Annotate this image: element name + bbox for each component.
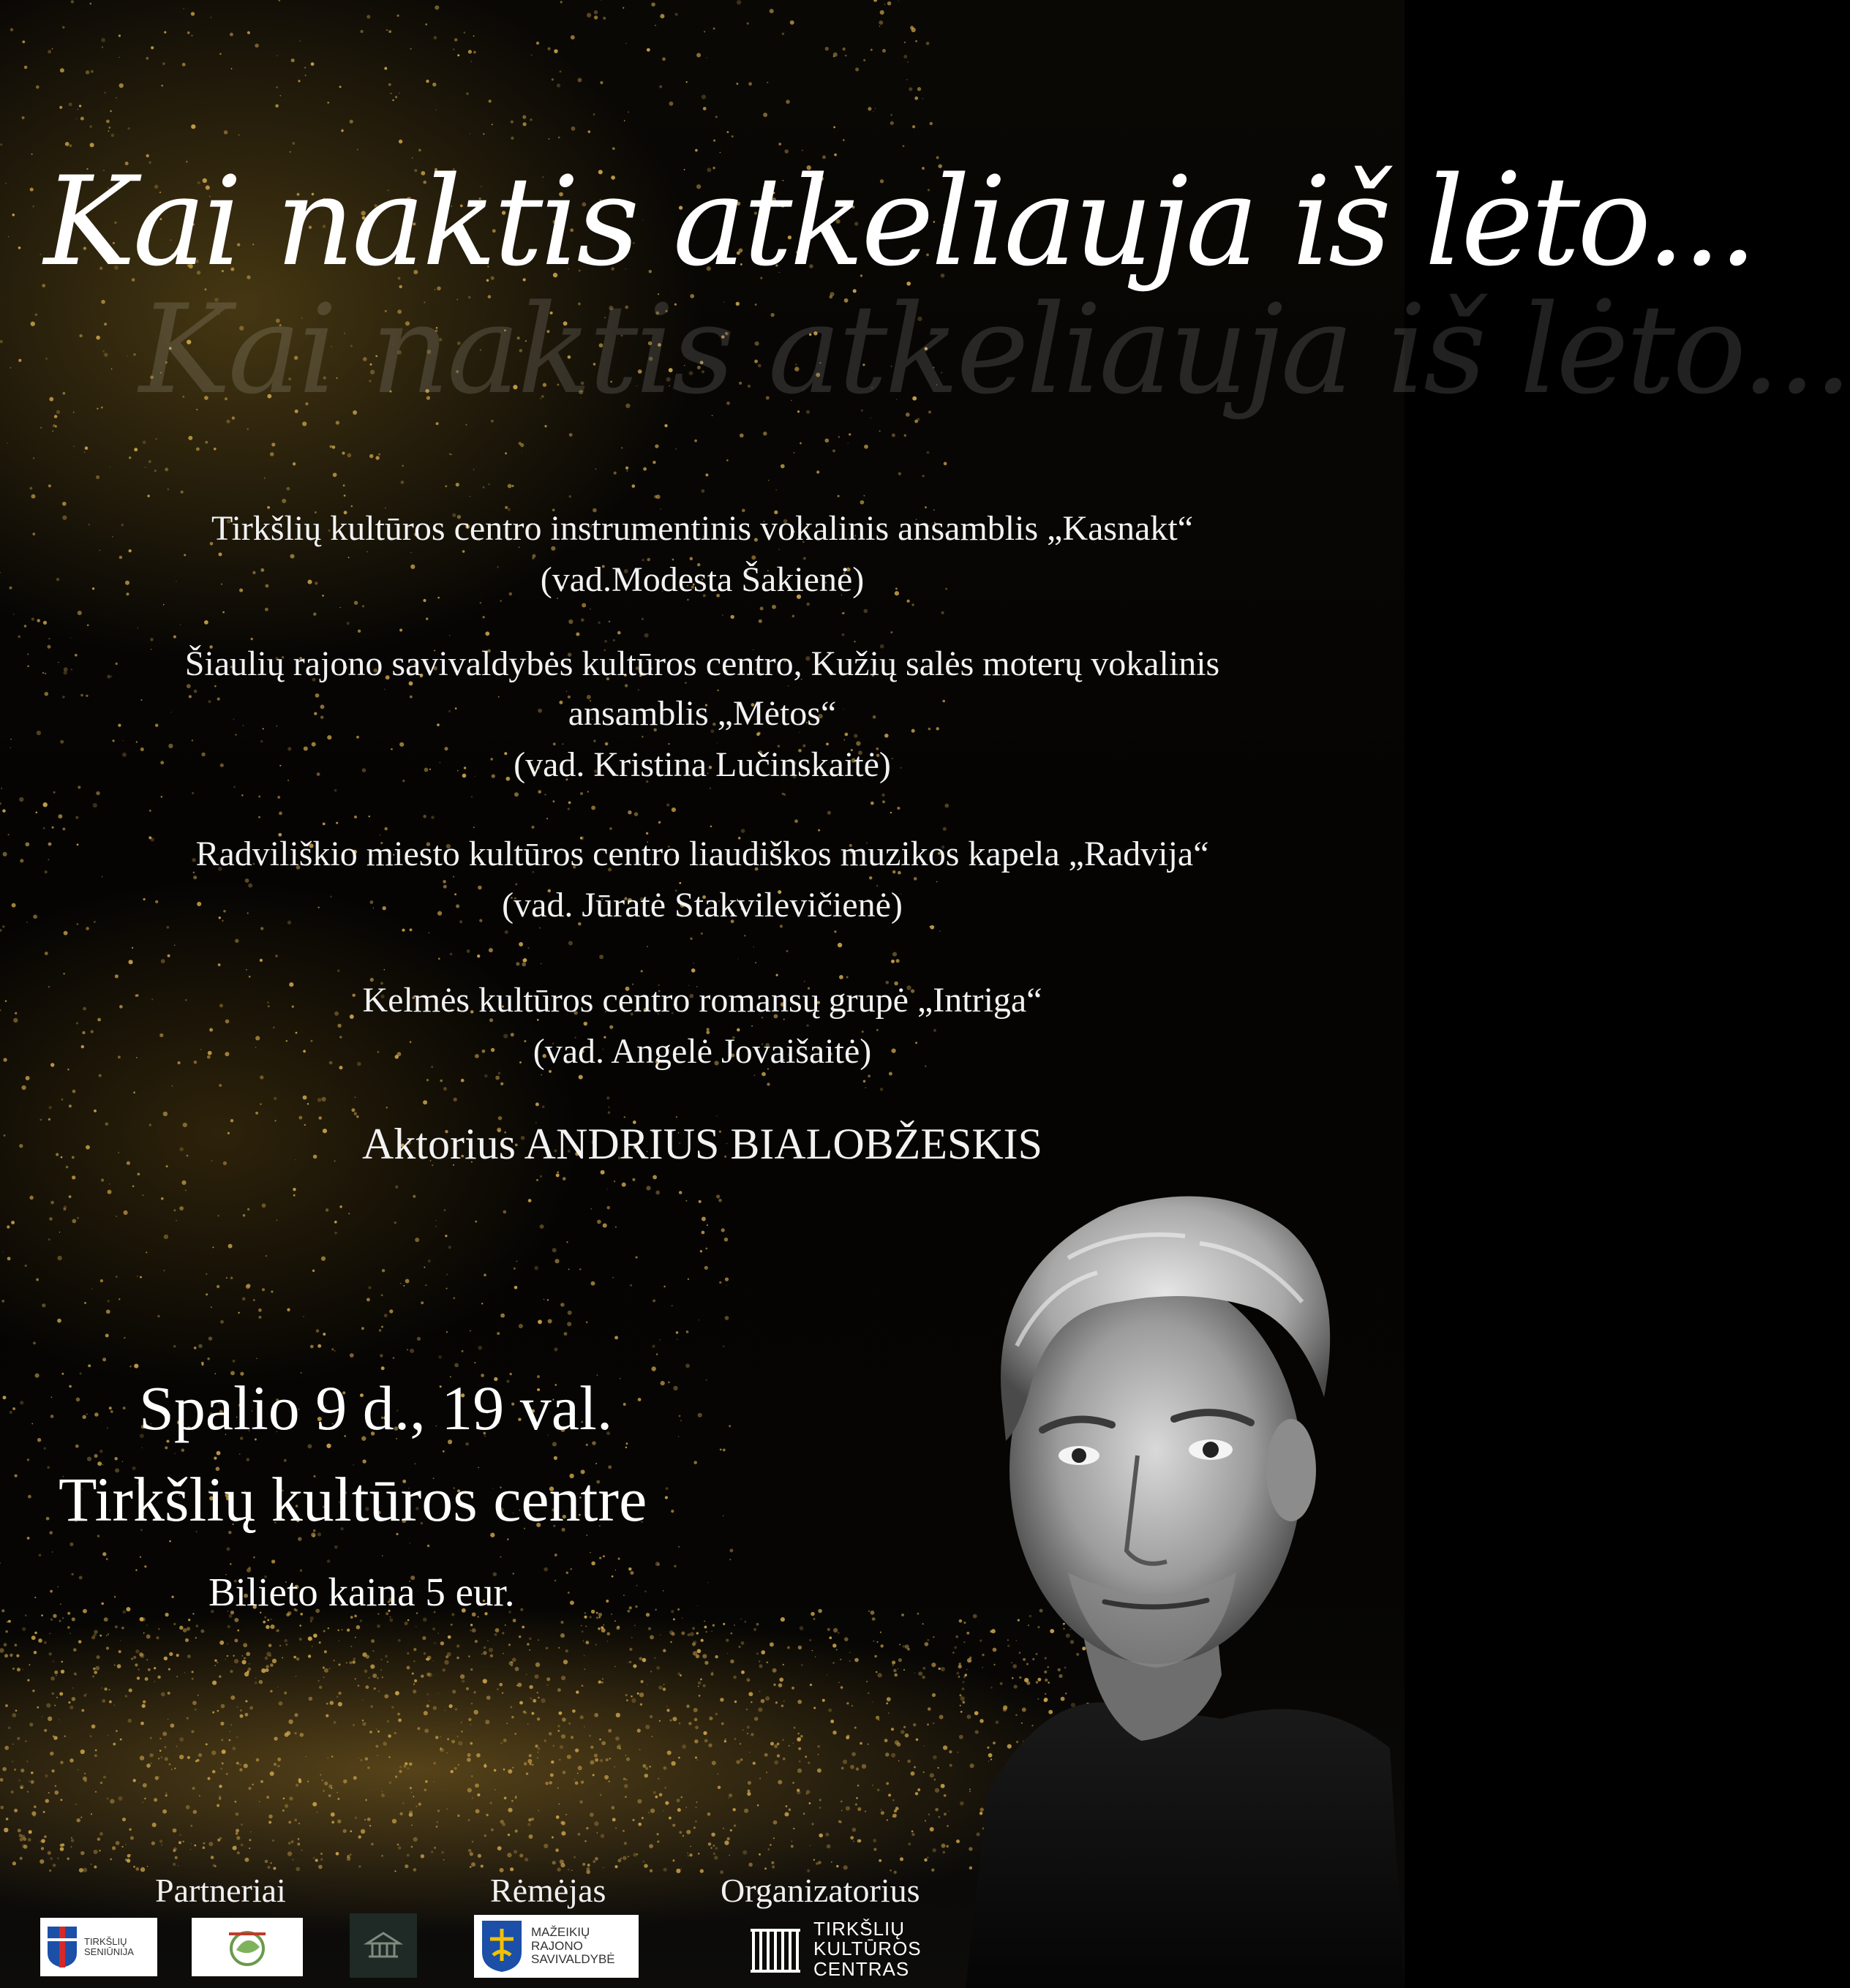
performer-3-line-1: Radviliškio miesto kultūros centro liaudiškos muzikos kapela „Radvija“ xyxy=(195,835,1209,873)
organizer-logo-line-2: KULTŪROS xyxy=(813,1938,922,1960)
poster-title: Kai naktis atkeliauja iš lėto... xyxy=(44,150,1755,293)
performer-4-line-1: Kelmės kultūros centro romansų grupė „Intriga“ xyxy=(362,981,1042,1020)
performer-2-line-3: (vad. Kristina Lučinskaitė) xyxy=(514,745,891,784)
mazeikiu-logo-text: MAŽEIKIŲ RAJONO SAVIVALDYBĖ xyxy=(531,1924,615,1967)
event-venue: Tirkšlių kultūros centre xyxy=(59,1464,647,1535)
performer-4-line-2: (vad. Angelė Jovaišaitė) xyxy=(533,1032,872,1071)
event-date: Spalio 9 d., 19 val. xyxy=(139,1373,613,1443)
leaf-emblem-icon xyxy=(207,1925,287,1969)
coat-of-arms-icon xyxy=(46,1925,78,1969)
partner-logo-3 xyxy=(350,1913,417,1978)
organizer-logo-line-3: CENTRAS xyxy=(813,1957,910,1980)
actor-name: Aktorius ANDRIUS BIALOBŽESKIS xyxy=(361,1120,1043,1168)
tirkshliu-kulturos-centras-logo xyxy=(746,1916,936,1982)
performer-1-line-1: Tirkšlių kultūros centro instrumentinis vokalinis ansamblis „Kasnakt“ xyxy=(211,509,1194,548)
performer-2-line-2: ansamblis „Mėtos“ xyxy=(568,694,837,733)
coat-of-arms-icon xyxy=(480,1919,524,1974)
organizer-logo-line-1: TIRKŠLIŲ xyxy=(813,1918,906,1940)
title-reflection: Kai naktis atkeliauja iš lėto... xyxy=(139,278,1850,421)
building-emblem-icon xyxy=(361,1927,405,1964)
ticket-price: Bilieto kaina 5 eur. xyxy=(208,1570,515,1614)
performer-1-line-2: (vad.Modesta Šakienė) xyxy=(540,560,865,599)
performer-3-line-2: (vad. Jūratė Stakvilevičienė) xyxy=(502,886,903,925)
columns-emblem-icon xyxy=(746,1920,805,1978)
performer-2-line-1: Šiaulių rajono savivaldybės kultūros centro, Kužių salės moterų vokalinis xyxy=(184,644,1220,683)
partner-logo-2 xyxy=(192,1918,303,1976)
organizer-label: Organizatorius xyxy=(721,1872,920,1909)
sponsor-label: Rėmėjas xyxy=(490,1872,606,1909)
partners-label: Partneriai xyxy=(155,1872,286,1909)
tirkshliu-seniunija-logo xyxy=(40,1918,157,1976)
tirkshliu-seniunija-logo-text: TIRKŠLIŲ SENIŪNIJA xyxy=(84,1935,134,1957)
actor-portrait xyxy=(878,1163,1405,1988)
mazeikiu-savivaldybe-logo xyxy=(474,1915,639,1978)
